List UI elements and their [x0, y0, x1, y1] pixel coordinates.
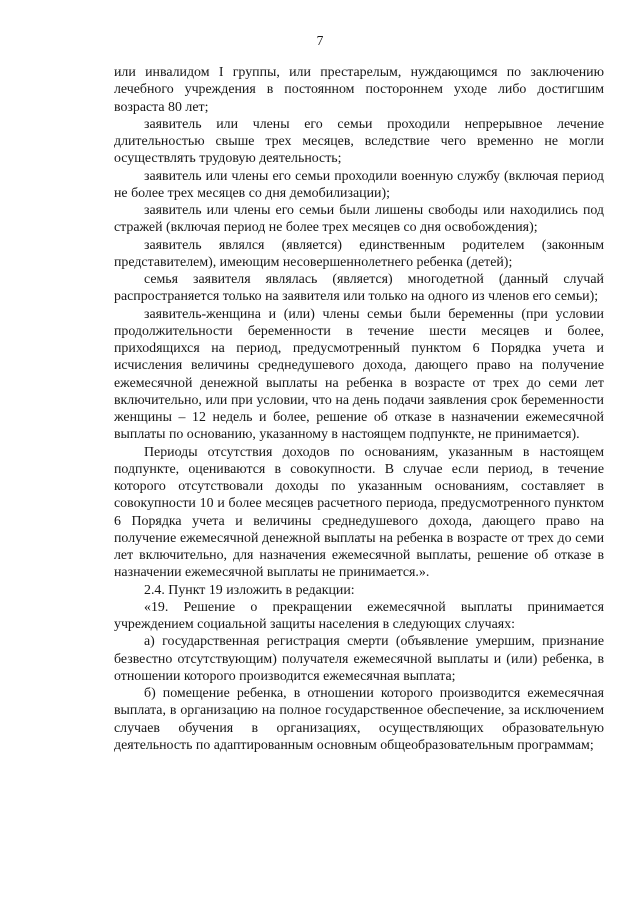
- paragraph-large-family: семья заявителя являлась (является) многодетной (данный случай распространяется только на заявителя или только на одного из членов его семьи);: [114, 272, 604, 305]
- page-number: 7: [316, 33, 324, 48]
- paragraph-imprisonment: заявитель или члены его семьи были лишены свободы или находились под стражей (включая период не более трех месяцев со дня освобождения);: [114, 203, 604, 236]
- paragraph-pregnancy: заявитель-женщина и (или) члены семьи были беременны (при условии продолжительности беременности в течение шести месяцев и более, прихоdящихся на период, предусмотренный пунктом 6 Порядка учета и исчисления величины среднедушевого дохода, дающего право на получение ежемесячной денежной выплаты на ребенка в возрасте от трех до семи лет включительно, или при условии, что на день подачи заявления срок беременности женщины – 12 недель и более, решение об отказе в назначении ежемесячной выплаты по основанию, указанному в настоящем подпункте, не принимается).: [114, 306, 604, 443]
- document-body: [114, 64, 604, 754]
- paragraph-amendment-2-4: 2.4. Пункт 19 изложить в редакции:: [144, 582, 355, 598]
- paragraph-subclause-a: а) государственная регистрация смерти (объявление умершим, признание безвестно отсутствующим) получателя ежемесячной выплаты и (или) ребенка, в отношении которого производится ежемесячная выплата;: [114, 634, 604, 684]
- paragraph-military-service: заявитель или члены его семьи проходили военную службу (включая период не более трех месяцев со дня демобилизации);: [114, 168, 604, 201]
- paragraph-continuation: или инвалидом I группы, или престарелым, нуждающимся по заключению лечебного учреждения в постоянном постороннем уходе либо достигшим возраста 80 лет;: [114, 65, 604, 115]
- paragraph-income-periods: Периоды отсутствия доходов по основаниям, указанным в настоящем подпункте, оцениваются в совокупности. В случае если период, в течение которого отсутствовали доходы по указанным основаниям, составляет в совокупности 10 и более месяцев расчетного периода, предусмотренного пунктом 6 Порядка учета и величины среднедушевого дохода, дающего право на получение ежемесячной денежной выплаты на ребенка в возрасте от трех до семи лет включительно, для назначения ежемесячной выплаты, решение об отказе в назначении ежемесячной выплаты не принимается.».: [114, 444, 604, 581]
- paragraph-single-parent: заявитель являлся (является) единственным родителем (законным представителем), имеющим несовершеннолетнего ребенка (детей);: [114, 237, 604, 270]
- paragraph-clause-19: «19. Решение о прекращении ежемесячной выплаты принимается учреждением социальной защиты населения в следующих случаях:: [114, 599, 604, 632]
- paragraph-subclause-b: б) помещение ребенка, в отношении которого производится ежемесячная выплата, в организацию на полное государственное обеспечение, за исключением случаев обучения в организациях, осуществляющих образовательную деятельность по адаптированным основным общеобразовательным программам;: [114, 686, 604, 753]
- paragraph-treatment: заявитель или члены его семьи проходили непрерывное лечение длительностью свыше трех месяцев, вследствие чего временно не могли осуществлять трудовую деятельность;: [114, 116, 604, 167]
